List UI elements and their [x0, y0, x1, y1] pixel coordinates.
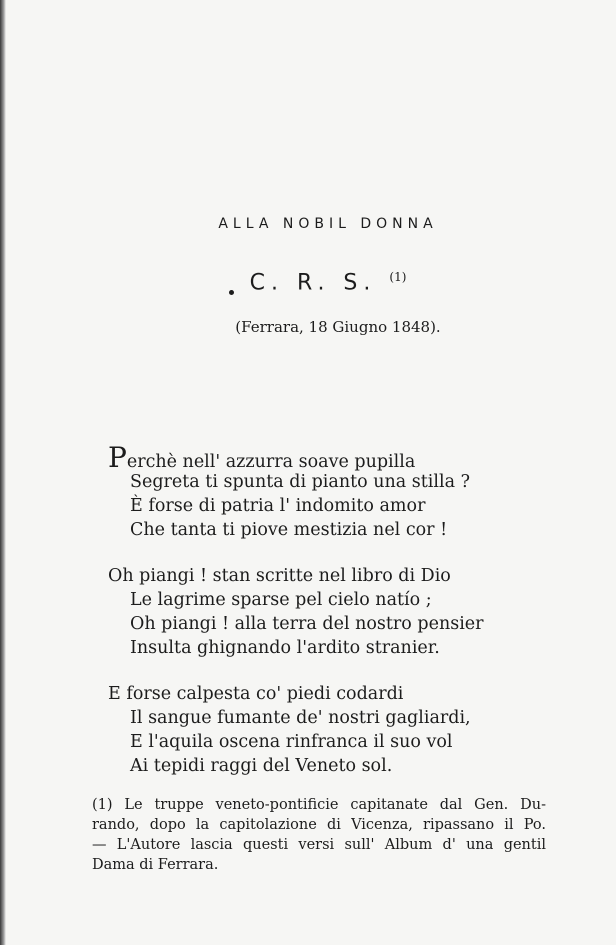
footnote-line: (1) Le truppe veneto-pontificie capitanate dal Gen. Du- — [92, 797, 546, 813]
poem-line: È forse di patria l' indomito amor — [130, 496, 426, 516]
poem-line: Le lagrime sparse pel cielo natío ; — [130, 590, 432, 610]
dedicatee-initials — [0, 270, 616, 295]
poem-line: E l'aquila oscena rinfranca il suo vol — [130, 732, 453, 752]
drop-cap: P — [108, 441, 127, 474]
poem-line: Oh piangi ! alla terra del nostro pensier — [130, 614, 484, 634]
dedication-heading: ALLA NOBIL DONNA — [218, 216, 438, 232]
poem-line: Segreta ti spunta di pianto una stilla ? — [130, 472, 470, 492]
stanza-1 — [108, 441, 578, 542]
footnote-line: rando, dopo la capitolazione di Vicenza, ripassano il Po. — [92, 817, 546, 833]
poem-line: Che tanta ti piove mestizia nel cor ! — [130, 520, 448, 540]
footnote-reference: (1) — [389, 270, 407, 284]
place-and-date: (Ferrara, 18 Giugno 1848). — [235, 318, 441, 336]
poem-line: Oh piangi ! stan scritte nel libro di Dio — [108, 566, 451, 586]
stanza-2 — [108, 564, 578, 660]
footnote — [92, 795, 546, 875]
poem-line — [108, 441, 578, 474]
poem — [108, 441, 578, 800]
poem-line-text: erchè nell' azzurra soave pupilla — [126, 452, 416, 472]
ink-dot — [229, 290, 234, 295]
poem-line: Ai tepidi raggi del Veneto sol. — [130, 756, 393, 776]
initials-text: C. R. S. — [249, 270, 377, 296]
poem-line: Insulta ghignando l'ardito stranier. — [130, 638, 440, 658]
footnote-line: Dama di Ferrara. — [92, 857, 219, 873]
footnote-line: — L'Autore lascia questi versi sull' Album d' una gentil — [92, 837, 546, 853]
stanza-3 — [108, 682, 578, 778]
page-edge-shadow — [0, 0, 6, 945]
poem-line: E forse calpesta co' piedi codardi — [108, 684, 404, 704]
poem-line: Il sangue fumante de' nostri gagliardi, — [130, 708, 471, 728]
